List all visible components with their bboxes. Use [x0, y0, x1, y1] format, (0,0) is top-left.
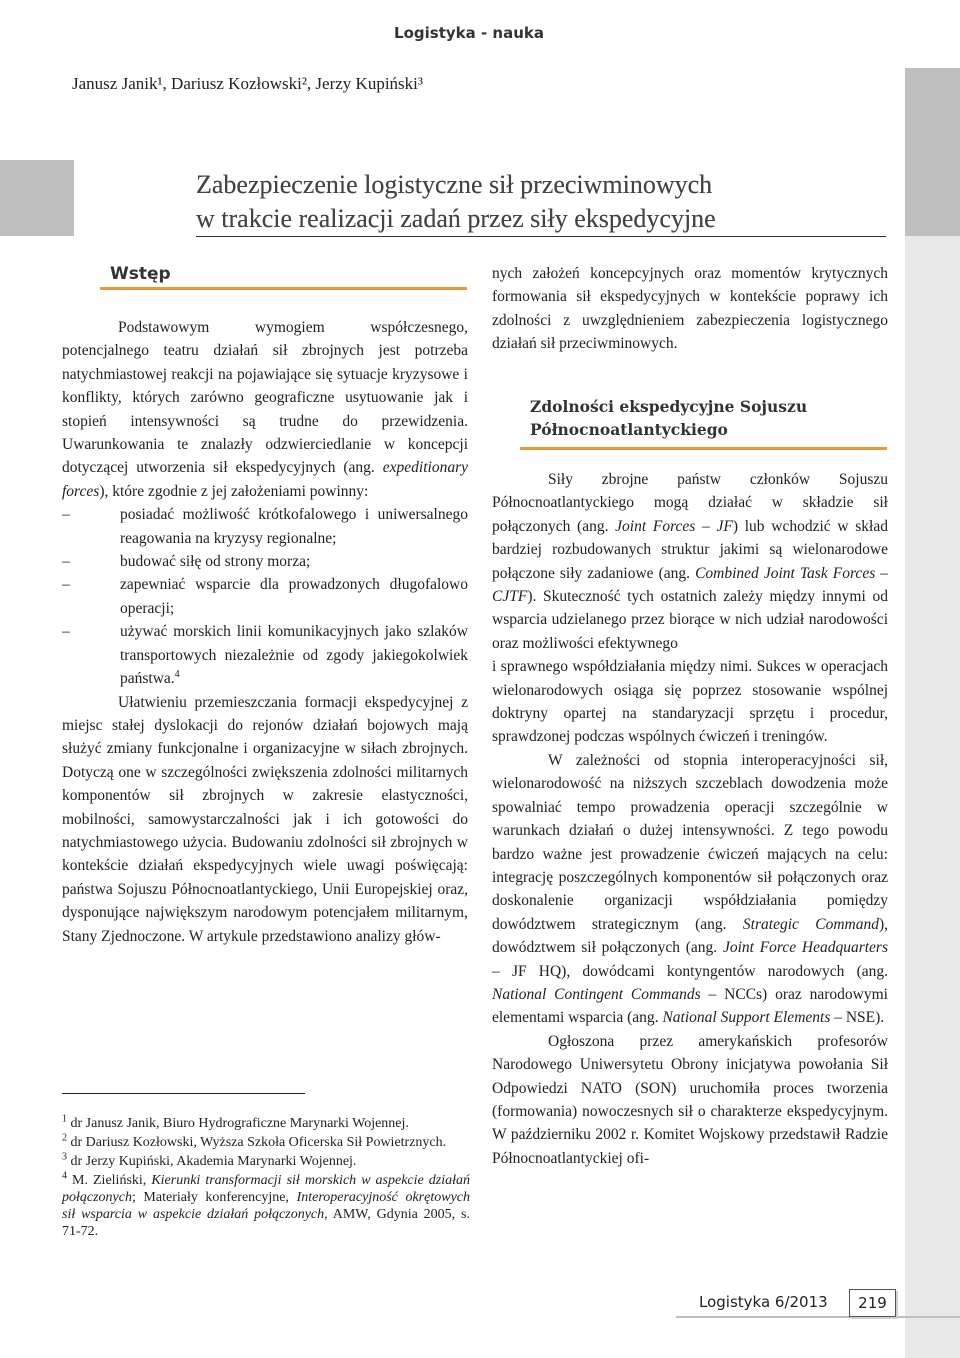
footnote-rule — [62, 1093, 305, 1094]
paragraph: Siły zbrojne państw członków Sojuszu Północnoatlantyckiego mogą działać w składzie sił połączonych (ang. Joint Forces – JF) lub wchodzić w skład bardziej rozbudowanych struktur jakimi są wielonarodowe połączone siły zadaniowe (ang. Combined Joint Task Forces – CJTF). Skuteczność tych ostatnich zależy między innymi od wsparcia udzielanego przez biorące w nich udział narodowości oraz możliwości efektywnego — [492, 471, 889, 652]
section-heading-underline — [520, 447, 887, 450]
paragraph: i sprawnego współdziałania między nimi. Sukces w operacjach wielonarodowych osiąga się poprzez stosowanie wspólnej doktryny opartej na standaryzacji sprzętu i procedur, sprawdzonej podczas wspólnych ćwiczeń i treningów. — [492, 658, 888, 746]
list-item: – budować siłę od strony morza; — [62, 553, 311, 571]
footnote: $^3$ dr Jerzy Kupiński, Akademia Marynarki Wojennej. — [62, 1151, 357, 1169]
title-rule — [196, 236, 886, 237]
running-header: Logistyka - nauka — [394, 24, 544, 42]
right-column-body — [492, 468, 888, 1170]
list-item: – posiadać możliwość krótkofalowego i uniwersalnego reagowania na kryzysy regionalne; — [62, 506, 468, 547]
left-column — [62, 316, 468, 948]
footnote: $^4$ M. Zieliński, Kierunki transformacji sił morskich w aspekcie działań połączonych; Materiały konferencyjne, Interoperacyjność okrętowych sił wsparcia w aspekcie działań połączonych, AMW, Gdynia 2005, s. 71-72. — [62, 1170, 471, 1239]
section-heading-underline — [100, 287, 467, 290]
paragraph: Podstawowym wymogiem współczesnego, potencjalnego teatru działań sił zbrojnych jest potrzeba natychmiastowej reakcji na pojawiające się sytuacje kryzysowe i konflikty, których zarówno geograficzne usytuowanie jak i stopień intensywności są trudne do przewidzenia. Uwarunkowania te znalazły odzwierciedlanie w koncepcji dotyczącej utworzenia sił ekspedycyjnych (ang. expeditionary forces), które zgodnie z jej założeniami powinny: — [62, 319, 468, 500]
right-column — [492, 262, 888, 356]
right-margin-strip — [905, 68, 960, 1358]
paragraph: nych założeń koncepcyjnych oraz momentów krytycznych formowania sił ekspedycyjnych w kontekście poprawy ich zdolności z uwzględnieniem zabezpieczenia logistycznego działań sił przeciwminowych. — [492, 265, 888, 353]
page-number: 219 — [849, 1289, 896, 1317]
authors-line: Janusz Janik¹, Dariusz Kozłowski², Jerzy Kupiński³ — [72, 74, 423, 93]
footnotes — [62, 1115, 470, 1242]
title-line-1: Zabezpieczenie logistyczne sił przeciwminowych — [196, 170, 713, 199]
paragraph: Ułatwieniu przemieszczania formacji ekspedycyjnej z miejsc stałej dyslokacji do rejonów działań bojowych mają służyć zmiany funkcjonalne i organizacyjne w siłach zbrojnych. Dotyczą one w szczególności zwiększenia zdolności militarnych komponentów sił zbrojnych w zakresie elastyczności, mobilności, samowystarczalności jak i ich gotowości do natychmiastowego użycia. Budowaniu zdolności sił zbrojnych w kontekście działań ekspedycyjnych wiele uwagi poświęcają: państwa Sojuszu Północnoatlantyckiego, Unii Europejskiej oraz, dysponujące największym narodowym potencjałem militarnym, Stany Zjednoczone. W artykule przedstawiono analizy głów- — [62, 693, 468, 945]
section-heading-zdolnosci: Zdolności ekspedycyjne Sojuszu Północnoatlantyckiego — [530, 397, 808, 439]
left-accent-block — [0, 160, 74, 236]
title-line-2: w trakcie realizacji zadań przez siły ekspedycyjne — [196, 204, 716, 233]
section-heading-wstep: Wstęp — [110, 264, 171, 284]
journal-issue: Logistyka 6/2013 — [699, 1293, 828, 1311]
footnote: $^2$ dr Dariusz Kozłowski, Wyższa Szkoła Oficerska Sił Powietrznych. — [62, 1132, 447, 1150]
paragraph: Ogłoszona przez amerykańskich profesorów Narodowego Uniwersytetu Obrony inicjatywa powołania Sił Odpowiedzi NATO (SON) uruchomiła proces tworzenia (formowania) nowoczesnych sił o charakterze ekspedycyjnym. W październiku 2002 r. Komitet Wojskowy przedstawił Radzie Północnoatlantyckiej ofi- — [492, 1032, 888, 1167]
article-title — [196, 168, 896, 236]
paragraph: W zależności od stopnia interoperacyjności sił, wielonarodowość na niższych szczeblach dowodzenia może spowalniać tempo prowadzenia operacji szczególnie w warunkach działań o dużej intensywności. Z tego powodu bardzo ważne jest prowadzenie ćwiczeń mających na celu: integrację poszczególnych komponentów sił połączonych oraz doskonalenie organizacji współdziałania pomiędzy dowództwem strategicznym (ang. Strategic Command), dowództwem sił połączonych (ang. Joint Force Headquarters – JF HQ), dowódcami kontyngentów narodowych (ang. National Contingent Commands – NCCs) oraz narodowymi elementami wsparcia (ang. National Support Elements – NSE). — [492, 751, 889, 1027]
footer-rule — [676, 1316, 960, 1318]
right-margin-block — [905, 68, 960, 236]
list-item: – używać morskich linii komunikacyjnych jako szlaków transportowych niezależnie od zgody jakiegokolwiek państwa.$^4$ — [62, 623, 468, 688]
list-item: – zapewniać wsparcie dla prowadzonych długofalowo operacji; — [62, 576, 468, 617]
footnote: $^1$ dr Janusz Janik, Biuro Hydrograficzne Marynarki Wojennej. — [62, 1113, 409, 1131]
